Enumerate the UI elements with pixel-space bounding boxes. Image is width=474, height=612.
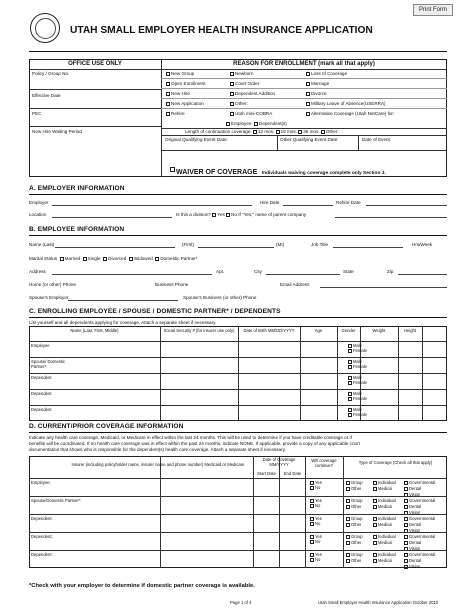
- name-last-label: Name (Last): [29, 242, 55, 247]
- continue-options: [310, 534, 322, 544]
- coverage-type-label: Group: [351, 480, 363, 485]
- coverage-type-option[interactable]: [346, 552, 363, 557]
- coverage-type-option[interactable]: [373, 558, 392, 563]
- coverage-type-label: Vision: [409, 528, 421, 533]
- yes-checkbox[interactable]: [310, 517, 314, 521]
- coverage-type-label: Vision: [409, 510, 421, 515]
- address-label: Address: [29, 269, 46, 274]
- hire-date-label: Hire Date: [260, 200, 280, 205]
- reason-option[interactable]: [166, 101, 204, 107]
- first-label: (First): [182, 242, 194, 247]
- coverage-type-option[interactable]: [346, 516, 363, 521]
- section-c-heading: C. ENROLLING EMPLOYEE / SPOUSE / DOMESTIC PARTNER* / DEPENDENTS: [29, 308, 281, 315]
- zip-field[interactable]: [398, 274, 447, 275]
- coverage-type-option[interactable]: [404, 486, 421, 491]
- checkbox-icon[interactable]: [404, 499, 408, 503]
- married-checkbox[interactable]: [60, 257, 64, 261]
- coverage-type-option[interactable]: [404, 558, 421, 563]
- reason-option-label: Marriage: [311, 81, 330, 86]
- table-header: Weight: [372, 328, 386, 333]
- section-d-note-2: benefits will be coordinated. If no health care coverage was in effect within the past 24 months, indicate NONE. If applicable, provide a copy of any applicable court: [29, 441, 360, 446]
- table-header: Age: [314, 328, 323, 333]
- coverage-type-option[interactable]: [373, 498, 396, 503]
- gender-options: [348, 375, 367, 385]
- end-date-header: End Date: [283, 471, 302, 476]
- yes-checkbox[interactable]: [310, 553, 314, 557]
- checkbox-icon[interactable]: [404, 535, 408, 539]
- coverage-type-label: Individual: [378, 534, 396, 539]
- table-header: Date of Birth MM/DD/YYYY: [243, 328, 295, 333]
- division-yes-checkbox[interactable]: [212, 213, 216, 217]
- male-label: Male: [353, 359, 363, 364]
- single-checkbox[interactable]: [83, 257, 87, 261]
- footer-note: *Check with your employer to determine if domestic partner coverage is available.: [29, 583, 255, 589]
- reason-option-label: New Hire: [171, 91, 190, 96]
- coverage-row-label: Dependent:: [31, 552, 53, 557]
- reason-option[interactable]: [230, 91, 275, 97]
- coverage-type-label: Other: [351, 558, 362, 563]
- state-label: State: [343, 269, 354, 274]
- table-header: Name (Last, First, Middle): [70, 328, 119, 333]
- start-date-header: Start Date: [257, 471, 276, 476]
- female-label: Female: [353, 348, 367, 353]
- table-row-label: Spouse/ Domestic Partner*: [31, 359, 65, 369]
- male-label: Male: [353, 407, 363, 412]
- checkbox-icon[interactable]: [166, 92, 170, 96]
- reason-option-label: Dependent Addition: [235, 91, 276, 96]
- male-checkbox[interactable]: [348, 376, 352, 380]
- checkbox-icon[interactable]: [404, 565, 408, 569]
- form-name: Utah Small Employer Health Insurance Application October 2010: [318, 600, 439, 605]
- name-last-field[interactable]: [55, 247, 175, 248]
- coverage-type-option[interactable]: [404, 480, 435, 485]
- email-label: Email Address: [280, 282, 310, 287]
- reason-option-label: Newborn: [235, 71, 254, 76]
- coverage-type-option[interactable]: [373, 516, 396, 521]
- yes-label: Yes: [315, 498, 322, 503]
- checkbox-icon[interactable]: [373, 499, 377, 503]
- checkbox-icon[interactable]: [404, 553, 408, 557]
- coverage-type-option[interactable]: [346, 504, 361, 509]
- hrs-week-label: Hrs/Week: [412, 242, 433, 247]
- job-title-field[interactable]: [333, 247, 403, 248]
- page-number: Page 1 of 4: [230, 600, 252, 605]
- coverage-type-label: Group: [351, 498, 363, 503]
- reason-option-label: Alternative Coverage (Utah NetCare) for:: [311, 111, 395, 116]
- employee-checkbox[interactable]: [226, 122, 230, 126]
- checkbox-icon[interactable]: [373, 505, 377, 509]
- coverage-type-label: Governmental: [409, 552, 436, 557]
- female-label: Female: [353, 364, 367, 369]
- checkbox-icon[interactable]: [346, 559, 350, 563]
- checkbox-icon[interactable]: [346, 517, 350, 521]
- checkbox-icon[interactable]: [346, 487, 350, 491]
- division-no-checkbox[interactable]: [226, 213, 230, 217]
- home-phone-label: Home (or other) Phone: [29, 282, 76, 287]
- checkbox-icon[interactable]: [306, 72, 310, 76]
- rehire-date-field[interactable]: [366, 205, 447, 206]
- coverage-type-label: Medical: [378, 540, 393, 545]
- reason-option[interactable]: [306, 101, 386, 107]
- spouse-phone-label: Spouse's Business (or other) Phone: [183, 295, 257, 300]
- apt-label: Apt.: [216, 269, 225, 274]
- coverage-type-option[interactable]: [373, 552, 396, 557]
- coverage-type-option[interactable]: [373, 522, 392, 527]
- coverage-type-option[interactable]: [404, 564, 420, 569]
- reason-option-label: Utah mini-COBRA: [235, 111, 273, 116]
- table-row-label: Dependent: [31, 407, 52, 412]
- female-checkbox[interactable]: [348, 413, 352, 417]
- months-12-checkbox[interactable]: [253, 130, 257, 134]
- marital-row: Marital Status Married Single Divorced Widowed Domestic Partner*: [29, 256, 198, 261]
- checkbox-icon[interactable]: [404, 517, 408, 521]
- hire-date-field[interactable]: [283, 205, 333, 206]
- coverage-type-option[interactable]: [346, 540, 361, 545]
- checkbox-icon[interactable]: [346, 535, 350, 539]
- coverage-type-label: Individual: [378, 480, 396, 485]
- reason-option[interactable]: [166, 71, 194, 77]
- checkbox-icon[interactable]: [306, 112, 310, 116]
- table-header: Gender: [341, 328, 356, 333]
- reason-option[interactable]: [230, 71, 253, 77]
- coverage-type-label: Group: [351, 516, 363, 521]
- waiver-row: WAIVER OF COVERAGE Individuals waiving coverage complete only Section J.: [170, 161, 386, 179]
- no-checkbox[interactable]: [310, 504, 314, 508]
- office-use-box: [29, 59, 447, 177]
- email-field[interactable]: [320, 287, 447, 288]
- section-d-note-3: documentation that shows who is responsible for the dependent(s) health care coverage. Attach a separate sheet if necessary.: [29, 447, 286, 452]
- coverage-type-label: Other: [351, 540, 362, 545]
- continue-options: [310, 516, 322, 526]
- coverage-type-label: Dental: [409, 558, 422, 563]
- yes-checkbox[interactable]: [310, 481, 314, 485]
- alt-coverage-for: Employee Dependent(s): [226, 121, 287, 127]
- female-checkbox[interactable]: [348, 397, 352, 401]
- coverage-type-label: Medical: [378, 522, 393, 527]
- division-row: Is this a division? Yes No If "Yes," name of parent company: [176, 212, 307, 217]
- female-checkbox[interactable]: [348, 381, 352, 385]
- office-field-waiting: New Hire Waiting Period: [32, 129, 82, 134]
- section-b-heading: B. EMPLOYEE INFORMATION: [29, 226, 125, 233]
- coverage-type-label: Vision: [409, 546, 421, 551]
- spouse-employer-field[interactable]: [68, 300, 178, 301]
- checkbox-icon[interactable]: [373, 481, 377, 485]
- checkbox-icon[interactable]: [373, 535, 377, 539]
- checkbox-icon[interactable]: [373, 559, 377, 563]
- spouse-employer-label: Spouse's Employer: [29, 295, 69, 300]
- reason-option-label: Loss of Coverage: [311, 71, 348, 76]
- widowed-checkbox[interactable]: [129, 257, 133, 261]
- page-title: UTAH SMALL EMPLOYER HEALTH INSURANCE APPLICATION: [70, 25, 373, 36]
- checkbox-icon[interactable]: [373, 487, 377, 491]
- location-label: Location: [29, 212, 47, 217]
- section-a-heading: A. EMPLOYER INFORMATION: [29, 185, 125, 192]
- checkbox-icon[interactable]: [373, 553, 377, 557]
- coverage-type-option[interactable]: [373, 534, 396, 539]
- section-d-heading: D. CURRENT/PRIOR COVERAGE INFORMATION: [29, 423, 184, 430]
- checkbox-icon[interactable]: [346, 553, 350, 557]
- reason-option[interactable]: [306, 91, 327, 97]
- table-row-label: Dependent: [31, 391, 52, 396]
- reason-option-label: Court Order: [235, 81, 260, 86]
- months-18-checkbox[interactable]: [276, 130, 280, 134]
- coverage-type-option[interactable]: [404, 516, 435, 521]
- coverage-type-label: Dental: [409, 504, 422, 509]
- coverage-type-label: Other: [351, 486, 362, 491]
- type-header: Type of Coverage (Check all that apply): [358, 460, 433, 465]
- checkbox-icon[interactable]: [166, 112, 170, 116]
- checkbox-icon[interactable]: [404, 541, 408, 545]
- checkbox-icon[interactable]: [404, 523, 408, 527]
- employer-field[interactable]: [52, 205, 252, 206]
- female-label: Female: [353, 396, 367, 401]
- orig-event-label: Original Qualifying Event Date:: [165, 137, 228, 142]
- checkbox-icon[interactable]: [346, 499, 350, 503]
- reason-option[interactable]: [230, 111, 272, 117]
- zip-label: Zip: [387, 269, 394, 274]
- continue-options: [310, 480, 322, 490]
- coverage-type-label: Governmental: [409, 516, 436, 521]
- checkbox-icon[interactable]: [346, 523, 350, 527]
- yes-label: Yes: [315, 516, 322, 521]
- coverage-type-label: Group: [351, 552, 363, 557]
- gender-options: [348, 391, 367, 401]
- male-label: Male: [353, 343, 363, 348]
- coverage-type-label: Governmental: [409, 480, 436, 485]
- coverage-type-label: Individual: [378, 498, 396, 503]
- reason-option[interactable]: [166, 111, 185, 117]
- dates-header: Date of Coverage MM/YYYY: [262, 457, 296, 467]
- waiver-checkbox[interactable]: [170, 167, 175, 172]
- job-title-label: Job Title: [311, 242, 329, 247]
- reason-option[interactable]: [230, 81, 259, 87]
- no-label: No: [315, 539, 321, 544]
- coverage-type-label: Individual: [378, 516, 396, 521]
- first-field[interactable]: [198, 247, 274, 248]
- insurer-header: Insurer (including policyholder name, insurer name and phone number) Medicaid or Medicare: [71, 462, 245, 467]
- coverage-type-option[interactable]: [373, 486, 392, 491]
- coverage-type-option[interactable]: [346, 522, 361, 527]
- months-36-checkbox[interactable]: [298, 130, 302, 134]
- city-label: City: [254, 269, 262, 274]
- checkbox-icon[interactable]: [166, 72, 170, 76]
- continuation-row: Length of continuation coverage: 12 mos. 18 mos. 36 mos. Other:: [185, 129, 339, 134]
- coverage-type-label: Vision: [409, 492, 421, 497]
- male-label: Male: [353, 391, 363, 396]
- checkbox-icon[interactable]: [404, 559, 408, 563]
- gender-options: [348, 359, 367, 369]
- no-label: No: [315, 557, 321, 562]
- other-event-label: Other Qualifying Event Date:: [280, 137, 339, 142]
- male-checkbox[interactable]: [348, 408, 352, 412]
- yes-checkbox[interactable]: [310, 535, 314, 539]
- coverage-type-option[interactable]: [404, 540, 421, 545]
- checkbox-icon[interactable]: [346, 505, 350, 509]
- no-label: No: [315, 503, 321, 508]
- coverage-type-option[interactable]: [404, 498, 435, 503]
- checkbox-icon[interactable]: [306, 92, 310, 96]
- checkbox-icon[interactable]: [373, 517, 377, 521]
- male-checkbox[interactable]: [348, 344, 352, 348]
- coverage-row-label: Spouse/Domestic Partner*:: [31, 498, 82, 503]
- coverage-type-option[interactable]: [346, 558, 361, 563]
- reason-option-label: Rehire: [171, 111, 185, 116]
- coverage-type-option[interactable]: [346, 486, 361, 491]
- checkbox-icon[interactable]: [166, 82, 170, 86]
- coverage-type-option[interactable]: [404, 552, 435, 557]
- no-checkbox[interactable]: [310, 522, 314, 526]
- business-phone-label: Business Phone: [155, 282, 189, 287]
- no-label: No: [315, 521, 321, 526]
- coverage-type-label: Medical: [378, 486, 393, 491]
- female-checkbox[interactable]: [348, 365, 352, 369]
- reason-option[interactable]: [166, 81, 205, 87]
- reason-option-label: Other:: [235, 101, 248, 106]
- no-label: No: [315, 485, 321, 490]
- reason-option-label: New Group: [171, 71, 195, 76]
- coverage-type-label: Other: [351, 522, 362, 527]
- coverage-row-label: Dependent:: [31, 534, 53, 539]
- male-checkbox[interactable]: [348, 392, 352, 396]
- no-checkbox[interactable]: [310, 540, 314, 544]
- office-use-heading: OFFICE USE ONLY: [68, 61, 122, 67]
- table-row-label: Employee: [31, 343, 50, 348]
- section-c-note: List yourself and all dependents applying for coverage. Attach a separate sheet if necessary.: [29, 320, 217, 325]
- coverage-type-label: Dental: [409, 522, 422, 527]
- checkbox-icon[interactable]: [306, 102, 310, 106]
- divorced-checkbox[interactable]: [103, 257, 107, 261]
- male-checkbox[interactable]: [348, 360, 352, 364]
- reason-option[interactable]: [306, 111, 394, 117]
- reason-option-label: Open Enrollment: [171, 81, 206, 86]
- checkbox-icon[interactable]: [346, 481, 350, 485]
- female-checkbox[interactable]: [348, 349, 352, 353]
- location-field[interactable]: [52, 217, 172, 218]
- coverage-type-label: Other: [351, 504, 362, 509]
- table-header: Height: [403, 328, 417, 333]
- months-other-checkbox[interactable]: [321, 130, 325, 134]
- checkbox-icon[interactable]: [306, 82, 310, 86]
- coverage-type-label: Individual: [378, 552, 396, 557]
- no-checkbox[interactable]: [310, 558, 314, 562]
- employer-label: Employer: [29, 200, 49, 205]
- table-header: Social Security # (for insurer use only): [163, 328, 235, 333]
- domestic-partner-checkbox[interactable]: [155, 257, 159, 261]
- reason-option[interactable]: [230, 101, 248, 107]
- reason-option[interactable]: [306, 81, 329, 87]
- coverage-type-label: Vision: [409, 564, 421, 569]
- section-d-note-1: Indicate any health care coverage, Medicaid, or Medicare in effect within the last 24 months. This will be used to determine if you have creditable coverage or if: [29, 435, 352, 440]
- city-field[interactable]: [266, 274, 340, 275]
- coverage-type-option[interactable]: [346, 480, 363, 485]
- female-label: Female: [353, 380, 367, 385]
- table-row-label: Dependent: [31, 375, 52, 380]
- checkbox-icon[interactable]: [230, 112, 234, 116]
- male-label: Male: [353, 375, 363, 380]
- coverage-type-option[interactable]: [404, 504, 421, 509]
- checkbox-icon[interactable]: [404, 505, 408, 509]
- print-form-button[interactable]: Print Form: [413, 4, 453, 16]
- coverage-row-label: Employee:: [31, 480, 51, 485]
- checkbox-icon[interactable]: [404, 481, 408, 485]
- address-field[interactable]: [52, 274, 212, 275]
- yes-checkbox[interactable]: [310, 499, 314, 503]
- coverage-type-label: Governmental: [409, 498, 436, 503]
- checkbox-icon[interactable]: [373, 523, 377, 527]
- office-field-policy: Policy / Group No.: [32, 71, 70, 76]
- female-label: Female: [353, 412, 367, 417]
- rehire-date-label: Rehire Date: [336, 200, 361, 205]
- checkbox-icon[interactable]: [404, 487, 408, 491]
- continue-options: [310, 498, 322, 508]
- state-seal-logo: [30, 13, 60, 43]
- coverage-type-option[interactable]: [404, 534, 435, 539]
- coverage-type-label: Medical: [378, 558, 393, 563]
- mi-label: (MI): [276, 242, 285, 247]
- reason-option-label: Divorce: [311, 91, 327, 96]
- coverage-type-option[interactable]: [373, 480, 396, 485]
- no-checkbox[interactable]: [310, 486, 314, 490]
- parent-company-field[interactable]: [335, 217, 447, 218]
- checkbox-icon[interactable]: [230, 102, 234, 106]
- checkbox-icon[interactable]: [373, 541, 377, 545]
- coverage-type-label: Group: [351, 534, 363, 539]
- reason-option-label: Military Leave of Absence(USERRA): [311, 101, 386, 106]
- coverage-type-label: Medical: [378, 504, 393, 509]
- coverage-type-label: Governmental: [409, 534, 436, 539]
- reason-option-label: New Application: [171, 101, 204, 106]
- coverage-type-label: Dental: [409, 540, 422, 545]
- office-field-effective: Effective Date: [32, 93, 61, 98]
- dependents-checkbox[interactable]: [254, 122, 258, 126]
- yes-label: Yes: [315, 480, 322, 485]
- date-event-label: Date of Event:: [362, 137, 392, 142]
- reason-option[interactable]: [166, 91, 190, 97]
- checkbox-icon[interactable]: [230, 82, 234, 86]
- continue-header: Will coverage continue?: [311, 458, 337, 468]
- checkbox-icon[interactable]: [346, 541, 350, 545]
- reason-heading: REASON FOR ENROLLMENT (mark all that apply): [233, 61, 375, 67]
- checkbox-icon[interactable]: [166, 102, 170, 106]
- checkbox-icon[interactable]: [230, 72, 234, 76]
- coverage-row-label: Dependent:: [31, 516, 53, 521]
- gender-options: [348, 343, 367, 353]
- yes-label: Yes: [315, 552, 322, 557]
- office-field-pec: PEC: [32, 111, 42, 116]
- coverage-type-option[interactable]: [404, 522, 421, 527]
- continue-options: [310, 552, 322, 562]
- coverage-type-option[interactable]: [373, 504, 392, 509]
- coverage-type-label: Dental: [409, 486, 422, 491]
- coverage-type-option[interactable]: [373, 540, 392, 545]
- coverage-type-option[interactable]: [346, 534, 363, 539]
- coverage-type-option[interactable]: [346, 498, 363, 503]
- checkbox-icon[interactable]: [230, 92, 234, 96]
- reason-option[interactable]: [306, 71, 347, 77]
- gender-options: [348, 407, 367, 417]
- yes-label: Yes: [315, 534, 322, 539]
